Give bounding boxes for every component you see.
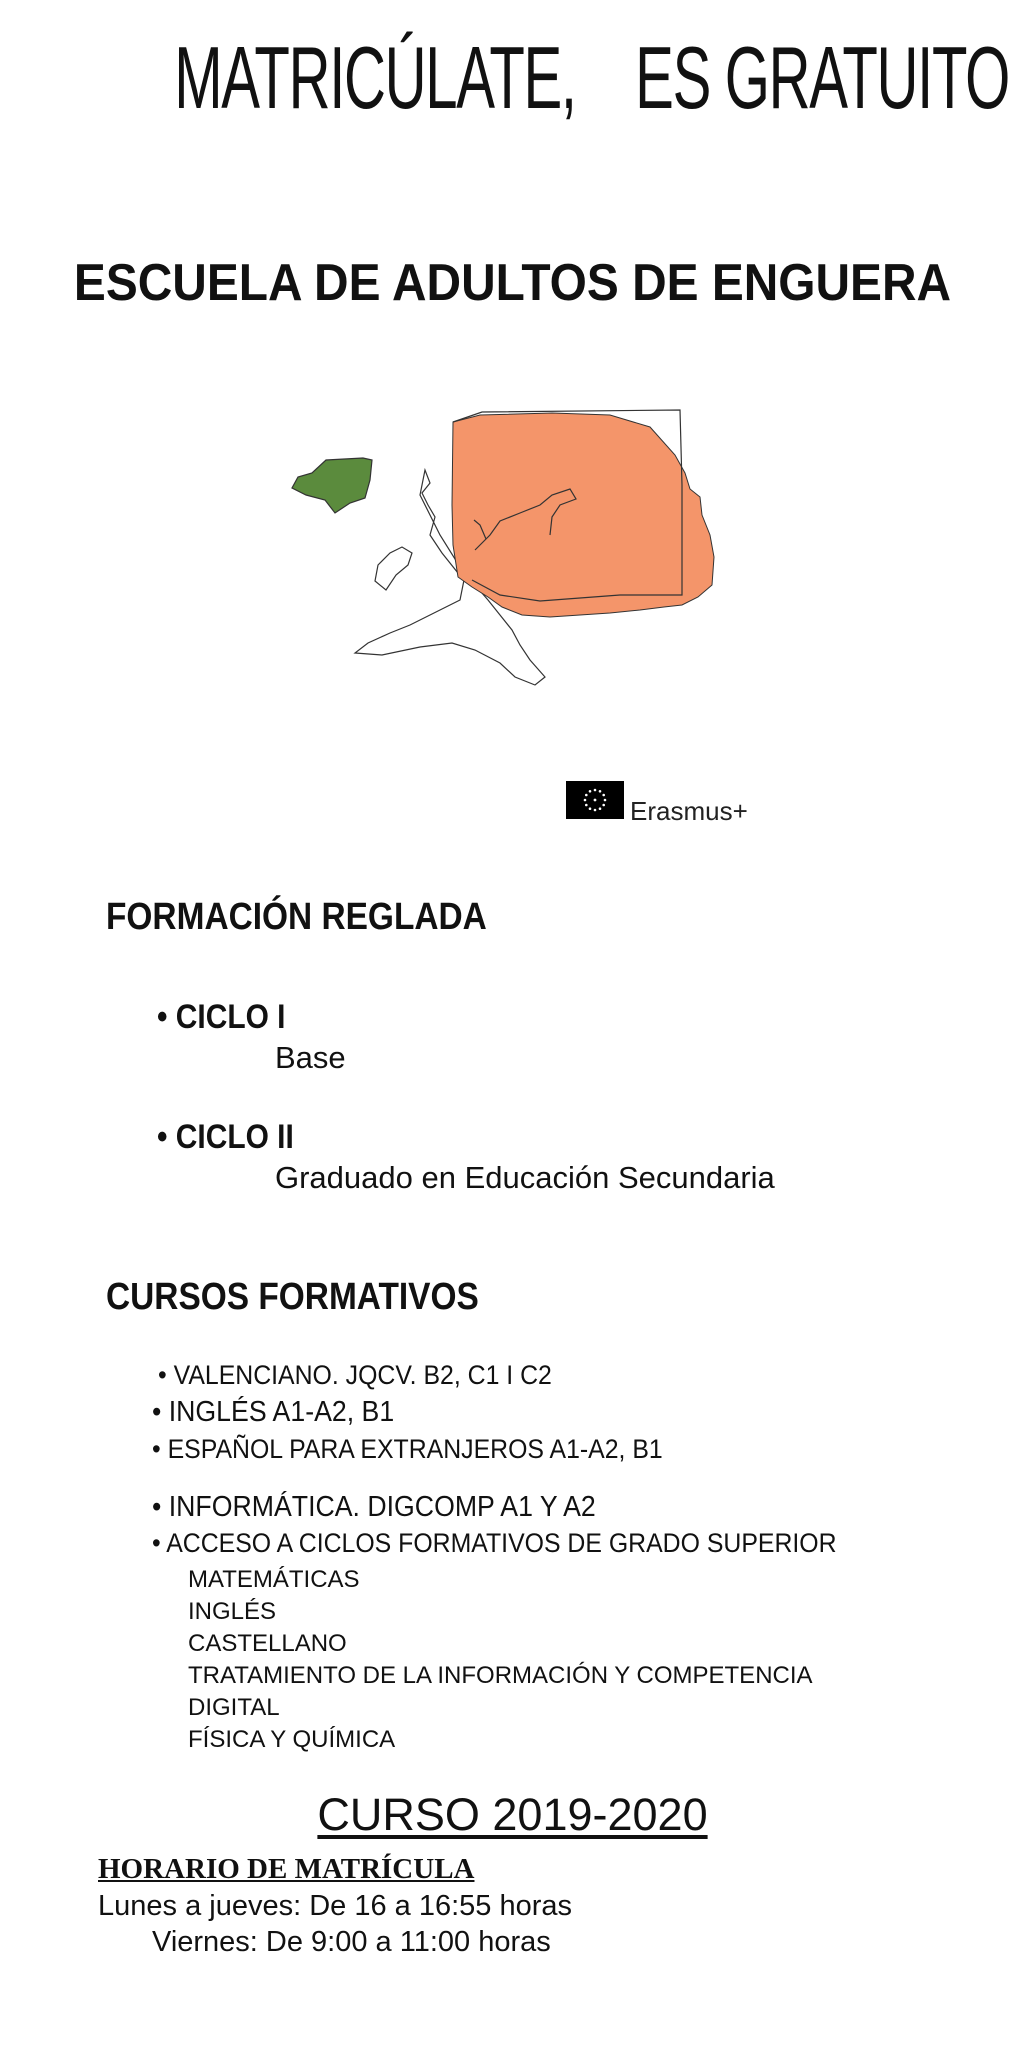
course-item: • ACCESO A CICLOS FORMATIVOS DE GRADO SUPERIOR xyxy=(152,1528,837,1558)
bullet: • xyxy=(157,1118,168,1156)
course-item: • ESPAÑOL PARA EXTRANJEROS A1-A2, B1 xyxy=(152,1434,663,1464)
erasmus-label: Erasmus+ xyxy=(630,796,748,826)
municipality-area xyxy=(452,413,714,617)
school-year: CURSO 2019-2020 xyxy=(317,1789,708,1840)
bullet: • xyxy=(157,998,168,1036)
course-item: • VALENCIANO. JQCV. B2, C1 I C2 xyxy=(158,1360,552,1390)
training-courses-heading: CURSOS FORMATIVOS xyxy=(106,1276,479,1318)
enguera-map-illustration xyxy=(290,385,730,705)
hours-line: Viernes: De 9:00 a 11:00 horas xyxy=(152,1926,551,1958)
cycle-title-text: CICLO I xyxy=(175,998,286,1036)
cycle-1-description: Base xyxy=(275,1040,346,1075)
subject-item: INGLÉS xyxy=(188,1598,277,1625)
cycle-title-text: CICLO II xyxy=(175,1118,294,1156)
course-item: • INFORMÁTICA. DIGCOMP A1 Y A2 xyxy=(152,1491,596,1523)
hours-line: Lunes a jueves: De 16 a 16:55 horas xyxy=(98,1890,572,1922)
subject-item: DIGITAL xyxy=(188,1694,280,1721)
cycle-1-title xyxy=(157,1000,286,1034)
subject-item: FÍSICA Y QUÍMICA xyxy=(188,1726,396,1753)
headline-enroll: MATRICÚLATE, xyxy=(174,28,576,127)
subject-item: MATEMÁTICAS xyxy=(188,1566,360,1593)
formal-training-heading: FORMACIÓN REGLADA xyxy=(106,896,487,938)
eu-flag-icon xyxy=(566,781,624,819)
neighbour-area xyxy=(292,458,372,513)
main-headline xyxy=(174,28,1009,127)
school-title: ESCUELA DE ADULTOS DE ENGUERA xyxy=(73,254,952,312)
course-item: • INGLÉS A1-A2, B1 xyxy=(152,1396,395,1428)
subject-item: CASTELLANO xyxy=(188,1630,347,1657)
enrollment-hours-heading: HORARIO DE MATRÍCULA xyxy=(98,1853,475,1885)
headline-free: ES GRATUITO xyxy=(635,28,1009,127)
cycle-2-title xyxy=(157,1120,294,1154)
cycle-2-description: Graduado en Educación Secundaria xyxy=(275,1160,775,1195)
subject-item: TRATAMIENTO DE LA INFORMACIÓN Y COMPETENCIA xyxy=(188,1662,813,1689)
